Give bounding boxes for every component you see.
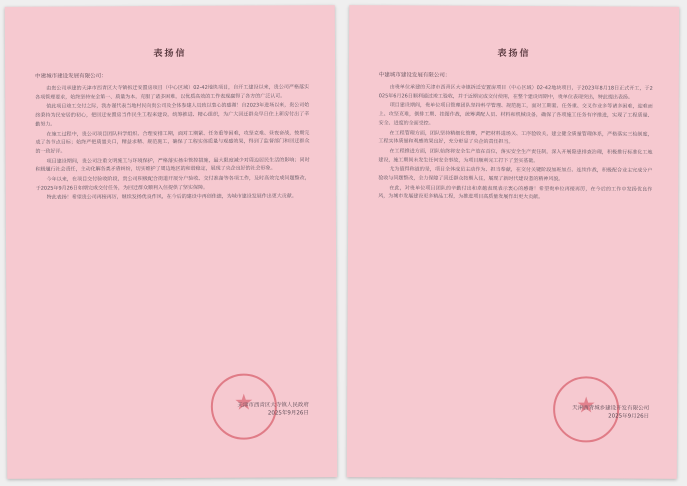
letter-paragraph: 值此项目竣工交付之际，我办谨代表当地村民向贵公司及全体参建人员致以衷心的感谢！自2023年进场以来，贵公司始终秉持为民安居的初心，把回迁安置房当作民生工程来建设，统筹推进、精心组织，为广大回迁群众早日住上新房付出了辛勤努力。	[35, 102, 310, 128]
official-seal-icon: ★	[553, 376, 619, 442]
letter-page-right	[347, 5, 679, 479]
letter-paragraph: 由贵公司承建的天津市西青区大寺镇拆迁安置房项目（中心区域）02-42地块项目，自开工建设以来，贵公司严格落实各项管理要求，始终坚持安全第一、质量为本，克服了诸多困难，以优质高效的工作表现赢得了各方的广泛认可。	[35, 84, 310, 101]
letter-title: 表扬信	[153, 48, 187, 60]
letter-paragraph: 在工程管理方面，团队坚持精细化管理，严把材料进场关、工序验收关，建立健全质量管理体系，严格落实三检制度，工程实体质量和观感效果良好，充分彰显了央企的责任担当。	[378, 129, 653, 146]
letter-paragraph: 尤为值得称道的是，项目全体成员主动作为、担当奉献，在交付关键阶段加班加点、连续作战，积极配合业主完成分户验收与问题整改，全力保障了回迁群众按期入住，展现了新时代建设者的精神风貌。	[378, 166, 653, 183]
letter-recipient: 中建城市建设发展有限公司：	[35, 73, 107, 80]
letter-signature-block	[572, 404, 649, 420]
letter-recipient: 中建城市建设发展有限公司：	[378, 72, 451, 79]
letter-signature: 天津西青城乡建设开发有限公司	[572, 405, 650, 412]
letter-paragraph: 在工程推进方面，团队始终将安全生产放在首位，落实安全生产责任制，深入开展隐患排查治理，积极推行标准化工地建设，施工期间未发生任何安全事故，为项目顺利完工打下了坚实基础。	[378, 148, 653, 164]
official-seal-icon: ★	[211, 373, 277, 439]
letter-paragraph: 项目建设期间，贵公司注重文明施工与环境保护，严格落实扬尘管控措施，最大限度减少对周边居民生活的影响；同时积极履行社会责任，主动化解各类矛盾纠纷，切实维护了周边地区的和谐稳定，展现了央企良好的社会形象。	[35, 156, 310, 174]
letter-paragraph: 今年以来，在项目交付验收阶段，贵公司积极配合街道开展分户验收、交付准备等各项工作，及时高效完成问题整改，于2025年9月26日如期完成交付任务，为回迁群众顺利入住提供了坚实保障。	[35, 175, 310, 192]
letter-date: 2025年9月26日	[608, 413, 650, 420]
letter-signature: 天津市西青区大寺镇人民政府	[237, 402, 309, 409]
letter-paragraph: 在施工过程中，贵公司项目团队科学组织、合理安排工期，面对工期紧、任务重等困难，攻坚克难、昼夜奋战，按期完成了各节点目标；始终严把质量关口，精益求精、规范施工，确保了工程实体质量与观感效果，得到了监督部门和回迁群众的一致好评。	[35, 129, 310, 155]
letter-paragraph: 特此表扬！希望贵公司再接再厉，继续发扬优良作风，在今后的建设中再创佳绩，为城市建设发展作出更大贡献。	[46, 193, 297, 202]
letter-body	[378, 83, 653, 203]
letter-body	[35, 83, 310, 203]
letter-date: 2025年9月26日	[267, 410, 309, 417]
letter-paragraph: 由贵单位承建的天津市西青区大寺镇拆迁安置房项目（中心区域）02-42地块项目，于2023年8月18日正式开工，于2025年6月26日顺利通过竣工验收，并于近期完成交付使用，在整个建设周期中，贵单位表现突出，特此提出表扬。	[378, 84, 653, 101]
letter-paragraph: 项目建设期间，贵单位项目管理团队坚持科学管理、规范施工，面对工期紧、任务重、交叉作业多等诸多困难，迎难而上、攻坚克难，倒排工期、挂图作战，统筹调配人员、材料和机械设备，确保了各项施工任务有序推进，实现了工程质量、安全、进度的全面受控。	[378, 102, 653, 127]
letter-signature-block	[237, 401, 309, 417]
letter-page-left	[5, 5, 337, 479]
letter-title: 表扬信	[497, 48, 531, 60]
letter-paragraph: 在此，对贵单位项目团队的辛勤付出和卓越表现表示衷心的感谢！希望贵单位再接再厉，在今后的工作中发扬优良作风，为城市发展建设更多精品工程，为推进项目高质量发展作出更大贡献。	[378, 185, 653, 201]
